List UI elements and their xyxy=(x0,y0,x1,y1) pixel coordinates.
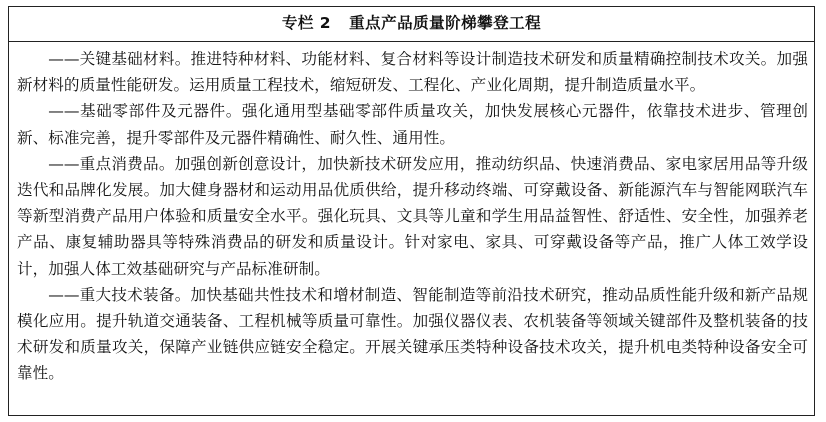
paragraph-body: 加强创新创意设计，加快新技术研发应用，推动纺织品、快速消费品、家电家居用品等升级迭代和品牌化发展。加大健身器材和运动用品优质供给，提升移动终端、可穿戴设备、新能源汽车与智能网联汽车等新型消费产品用户体验和质量安全水平。强化玩具、文具等儿童和学生用品益智性、舒适性、安全性，加强养老产品、康复辅助器具等特殊消费品的研发和质量设计。针对家电、家具、可穿戴设备等产品，推广人体工效学设计，加强人体工效基础研究与产品标准研制。 xyxy=(17,154,808,278)
paragraph-components xyxy=(17,98,808,150)
paragraph-heading: ——重点消费品。 xyxy=(48,154,175,173)
paragraph-heading: ——重大技术装备。 xyxy=(48,285,191,304)
paragraph-heading: ——基础零部件及元器件。 xyxy=(48,102,242,121)
box-content xyxy=(9,42,814,387)
paragraph-heading: ——关键基础材料。 xyxy=(48,50,191,68)
paragraph-body: 强化通用型基础零部件质量攻关，加快发展核心元器件，依靠技术进步、管理创新、标准完善，提升零部件及元器件精确性、耐久性、通用性。 xyxy=(17,102,808,147)
paragraph-body: 加快基础共性技术和增材制造、智能制造等前沿技术研究，推动品质性能升级和新产品规模化应用。提升轨道交通装备、工程机械等质量可靠性。加强仪器仪表、农机装备等领域关键部件及整机装备的技术研发和质量攻关，保障产业链供应链安全稳定。开展关键承压类特种设备技术攻关，提升机电类特种设备安全可靠性。 xyxy=(17,285,808,383)
paragraph-key-materials xyxy=(17,46,808,98)
box-title-text: 重点产品质量阶梯攀登工程 xyxy=(349,14,542,32)
paragraph-major-equipment xyxy=(17,282,808,387)
paragraph-consumer-goods xyxy=(17,151,808,282)
feature-box xyxy=(8,6,815,416)
paragraph-body: 推进特种材料、功能材料、复合材料等设计制造技术研发和质量精确控制技术攻关。加强新材料的质量性能研发。运用质量工程技术，缩短研发、工程化、产业化周期，提升制造质量水平。 xyxy=(17,50,808,95)
box-title xyxy=(9,7,814,42)
box-title-prefix: 专栏 2 xyxy=(281,14,332,32)
